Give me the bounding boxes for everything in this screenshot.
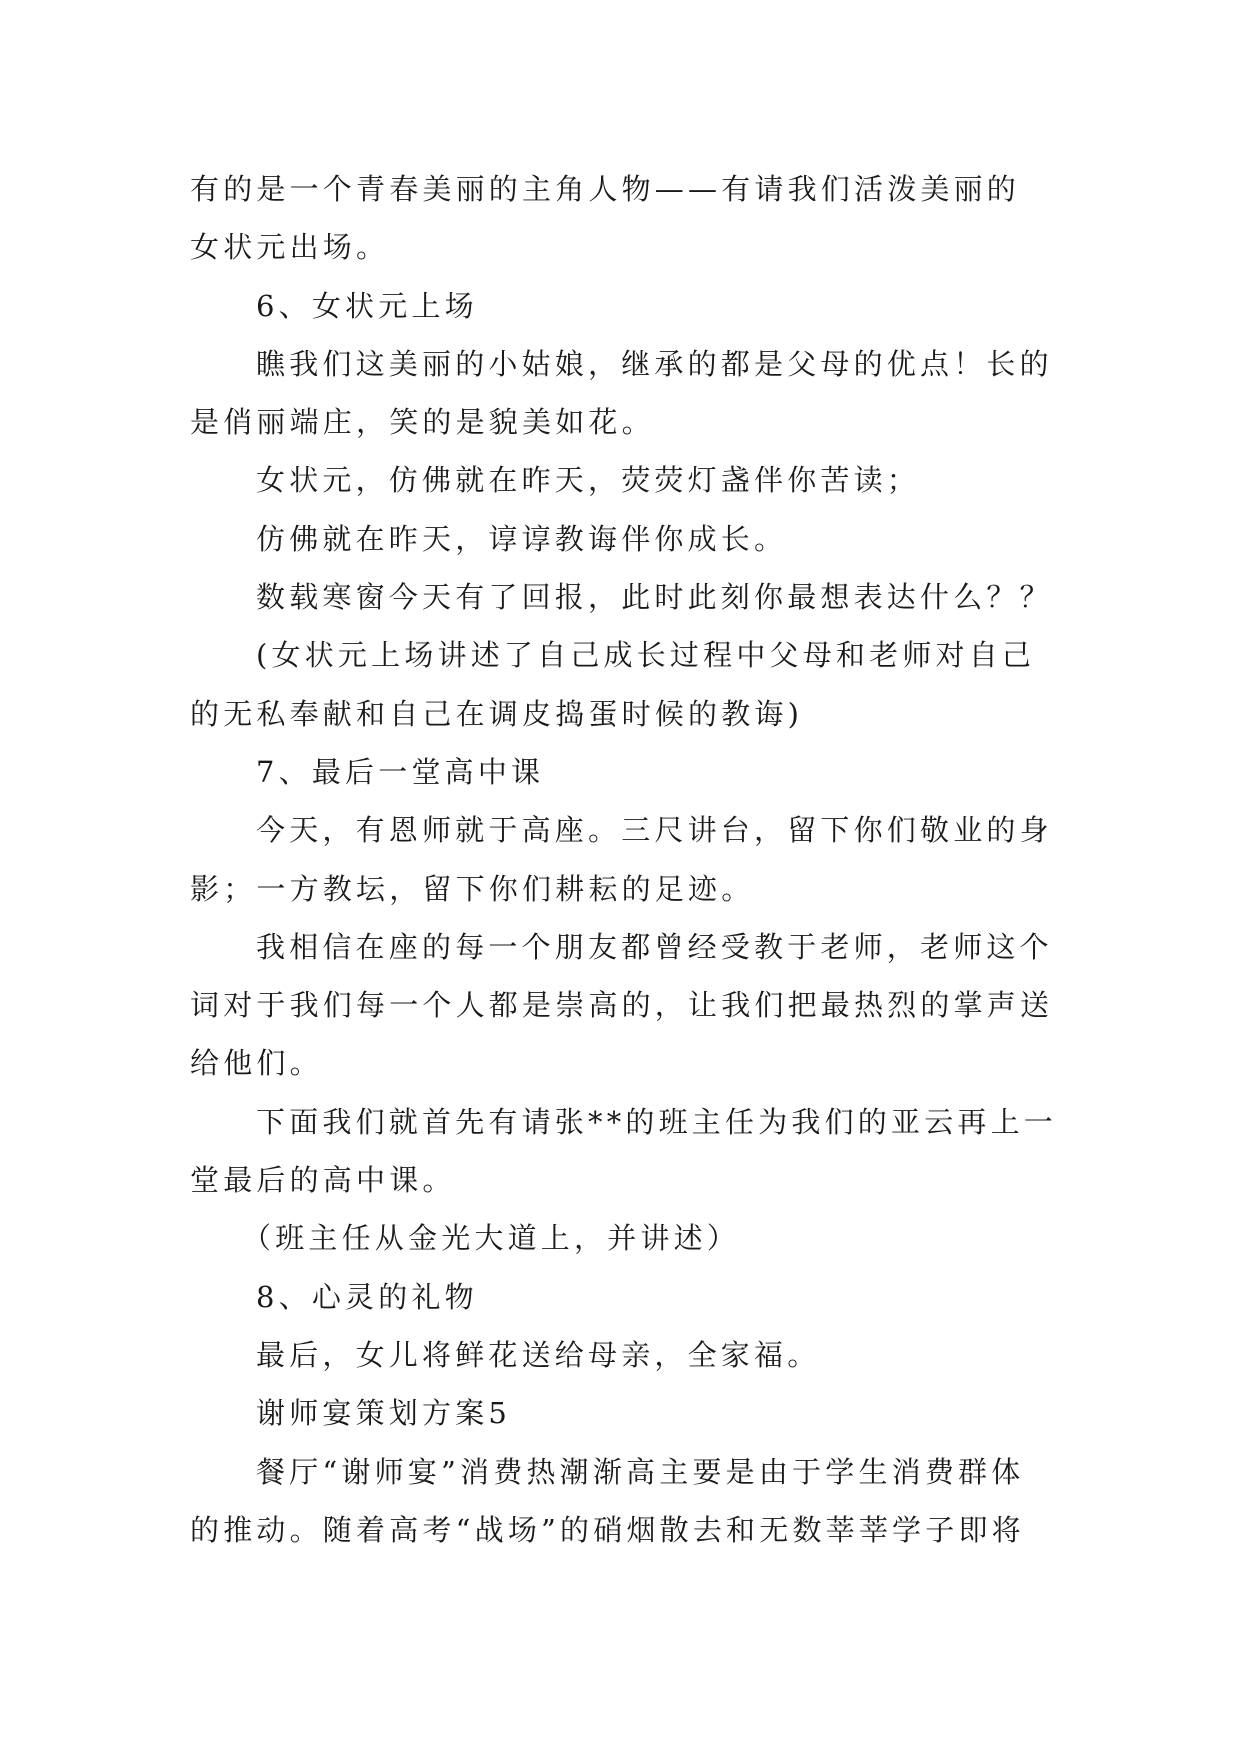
text-line: 女状元，仿佛就在昨天，荧荧灯盏伴你苦读； [256,463,921,498]
section-title: 谢师宴策划方案5 [256,1396,512,1431]
text-line: 餐厅“谢师宴”消费热潮渐高主要是由于学生消费群体 [256,1454,1025,1489]
document-body [190,160,1060,1559]
text-line: 下面我们就首先有请张**的班主任为我们的亚云再上一 [256,1104,1058,1139]
text-line: 影；一方教坛，留下你们耕耘的足迹。 [190,871,755,906]
section-heading: 6、女状元上场 [256,288,478,323]
text-line: 的无私奉献和自己在调皮捣蛋时候的教诲) [190,696,804,731]
section-heading: 8、心灵的礼物 [256,1279,478,1314]
text-line: 堂最后的高中课。 [190,1163,456,1198]
text-line: 是俏丽端庄，笑的是貌美如花。 [190,405,655,440]
text-line: 最后，女儿将鲜花送给母亲，全家福。 [256,1337,821,1372]
text-line: 女状元出场。 [190,230,390,265]
text-line: 词对于我们每一个人都是崇高的，让我们把最热烈的掌声送 [190,988,1054,1023]
text-line: 我相信在座的每一个朋友都曾经受教于老师，老师这个 [256,929,1053,964]
text-line: 有的是一个青春美丽的主角人物——有请我们活泼美丽的 [190,172,1021,206]
text-line: 数载寒窗今天有了回报，此时此刻你最想表达什么？？ [256,580,1053,615]
text-line: 仿佛就在昨天，谆谆教诲伴你成长。 [256,521,788,556]
text-line: （班主任从金光大道上，并讲述） [242,1221,741,1256]
section-heading: 7、最后一堂高中课 [256,754,545,789]
text-line: 瞧我们这美丽的小姑娘，继承的都是父母的优点！长的 [256,346,1053,381]
text-line: 给他们。 [190,1046,323,1081]
text-line: 的推动。随着高考“战场”的硝烟散去和无数莘莘学子即将 [190,1512,1025,1547]
text-line: (女状元上场讲述了自己成长过程中父母和老师对自己 [256,638,1036,673]
text-line: 今天，有恩师就于高座。三尺讲台，留下你们敬业的身 [256,813,1053,848]
